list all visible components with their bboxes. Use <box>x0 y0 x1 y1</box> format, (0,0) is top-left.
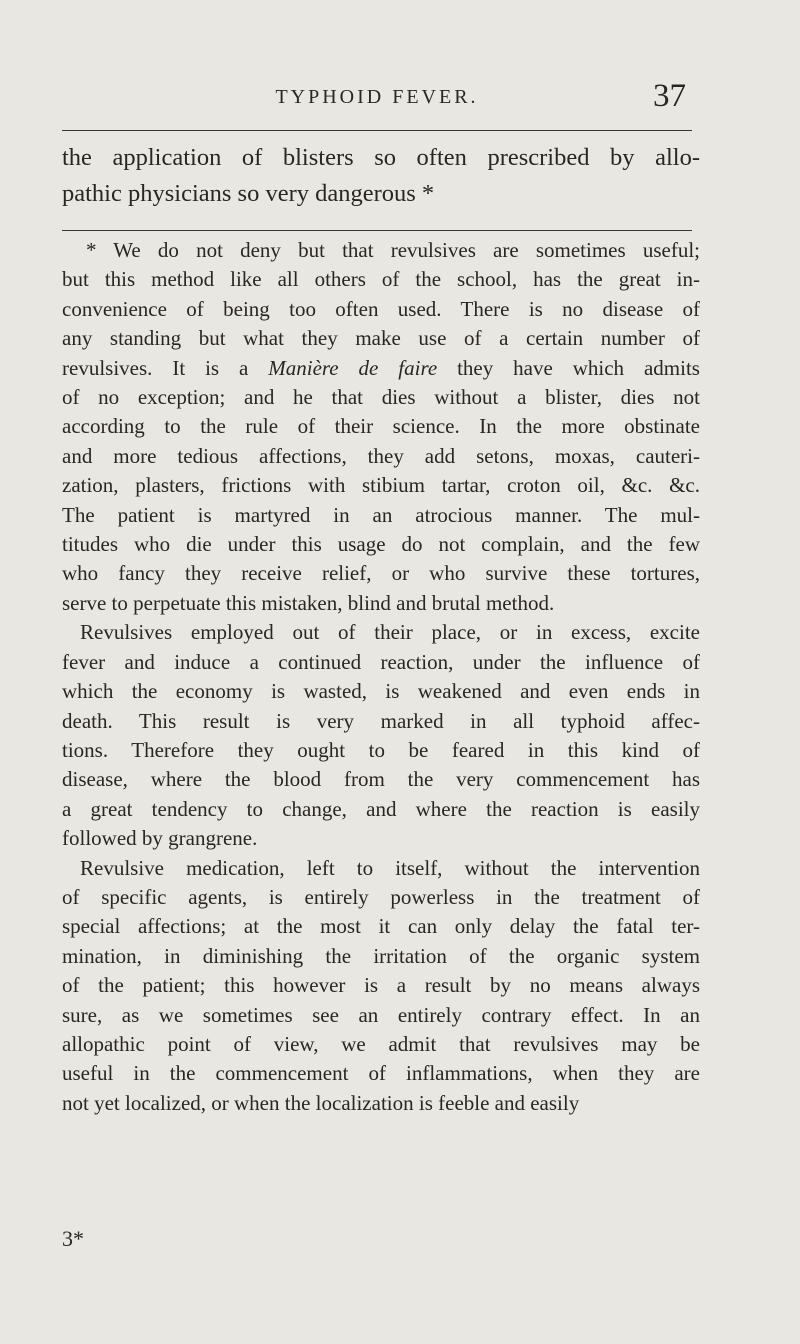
signature-mark: 3* <box>62 1226 84 1251</box>
footnote-line: death. This result is very marked in all typhoid affec- <box>62 708 700 733</box>
footnote-line: tions. Therefore they ought to be feared in this kind of <box>62 737 700 762</box>
footnote-line: followed by grangrene. <box>62 826 258 851</box>
footnote-line: who fancy they receive relief, or who survive these tortures, <box>62 561 700 586</box>
footnote-line: Revulsives employed out of their place, or in excess, excite <box>80 620 700 645</box>
page-number: 37 <box>653 78 686 114</box>
header-rule <box>62 130 692 131</box>
footnote-line: special affections; at the most it can only delay the fatal ter- <box>62 914 700 939</box>
footnote-line: and more tedious affections, they add setons, moxas, cauteri- <box>62 443 700 468</box>
footnote-line: allopathic point of view, we admit that revulsives may be <box>62 1031 700 1056</box>
main-text <box>62 140 700 212</box>
footnote-text: revulsives. It is a <box>62 355 269 380</box>
footnote <box>62 236 700 1118</box>
footnote-line: titudes who die under this usage do not complain, and the few <box>62 532 700 557</box>
running-head <box>62 78 692 124</box>
footnote-line: Revulsive medication, left to itself, without the intervention <box>80 855 700 880</box>
main-line: pathic physicians so very dangerous * <box>62 180 435 207</box>
footnote-text: they have which admits <box>437 355 700 380</box>
footnote-line: convenience of being too often used. There is no disease of <box>62 296 700 321</box>
footnote-line: zation, plasters, frictions with stibium tartar, croton oil, &c. &c. <box>62 473 700 498</box>
footnote-line: a great tendency to change, and where the reaction is easily <box>62 796 700 821</box>
footnote-line: mination, in diminishing the irritation of the organic system <box>62 943 700 968</box>
footnote-line: useful in the commencement of inflammations, when they are <box>62 1061 700 1086</box>
footnote-line: not yet localized, or when the localization is feeble and easily <box>62 1090 580 1115</box>
footnote-rule <box>62 230 692 231</box>
footnote-line: * We do not deny but that revulsives are sometimes useful; <box>86 238 700 262</box>
main-line: the application of blisters so often prescribed by allo- <box>62 144 700 171</box>
footnote-line <box>62 354 700 383</box>
footnote-line: serve to perpetuate this mistaken, blind and brutal method. <box>62 590 555 615</box>
footnote-line: but this method like all others of the school, has the great in- <box>62 267 700 292</box>
footnote-line: according to the rule of their science. In the more obstinate <box>62 414 700 439</box>
footnote-line: disease, where the blood from the very commencement has <box>62 767 700 792</box>
footnote-line: of no exception; and he that dies without a blister, dies not <box>62 385 700 410</box>
footnote-line: of specific agents, is entirely powerless in the treatment of <box>62 884 700 909</box>
footnote-line: The patient is martyred in an atrocious manner. The mul- <box>62 502 700 527</box>
footnote-line: which the economy is wasted, is weakened and even ends in <box>62 679 700 704</box>
footnote-line: fever and induce a continued reaction, under the influence of <box>62 649 700 674</box>
running-title: TYPHOID FEVER. <box>275 86 479 108</box>
footnote-line: any standing but what they make use of a certain number of <box>62 326 700 351</box>
footnote-line: sure, as we sometimes see an entirely contrary effect. In an <box>62 1002 700 1027</box>
italic-phrase: Manière de faire <box>268 355 438 380</box>
footnote-line: of the patient; this however is a result by no means always <box>62 973 700 998</box>
